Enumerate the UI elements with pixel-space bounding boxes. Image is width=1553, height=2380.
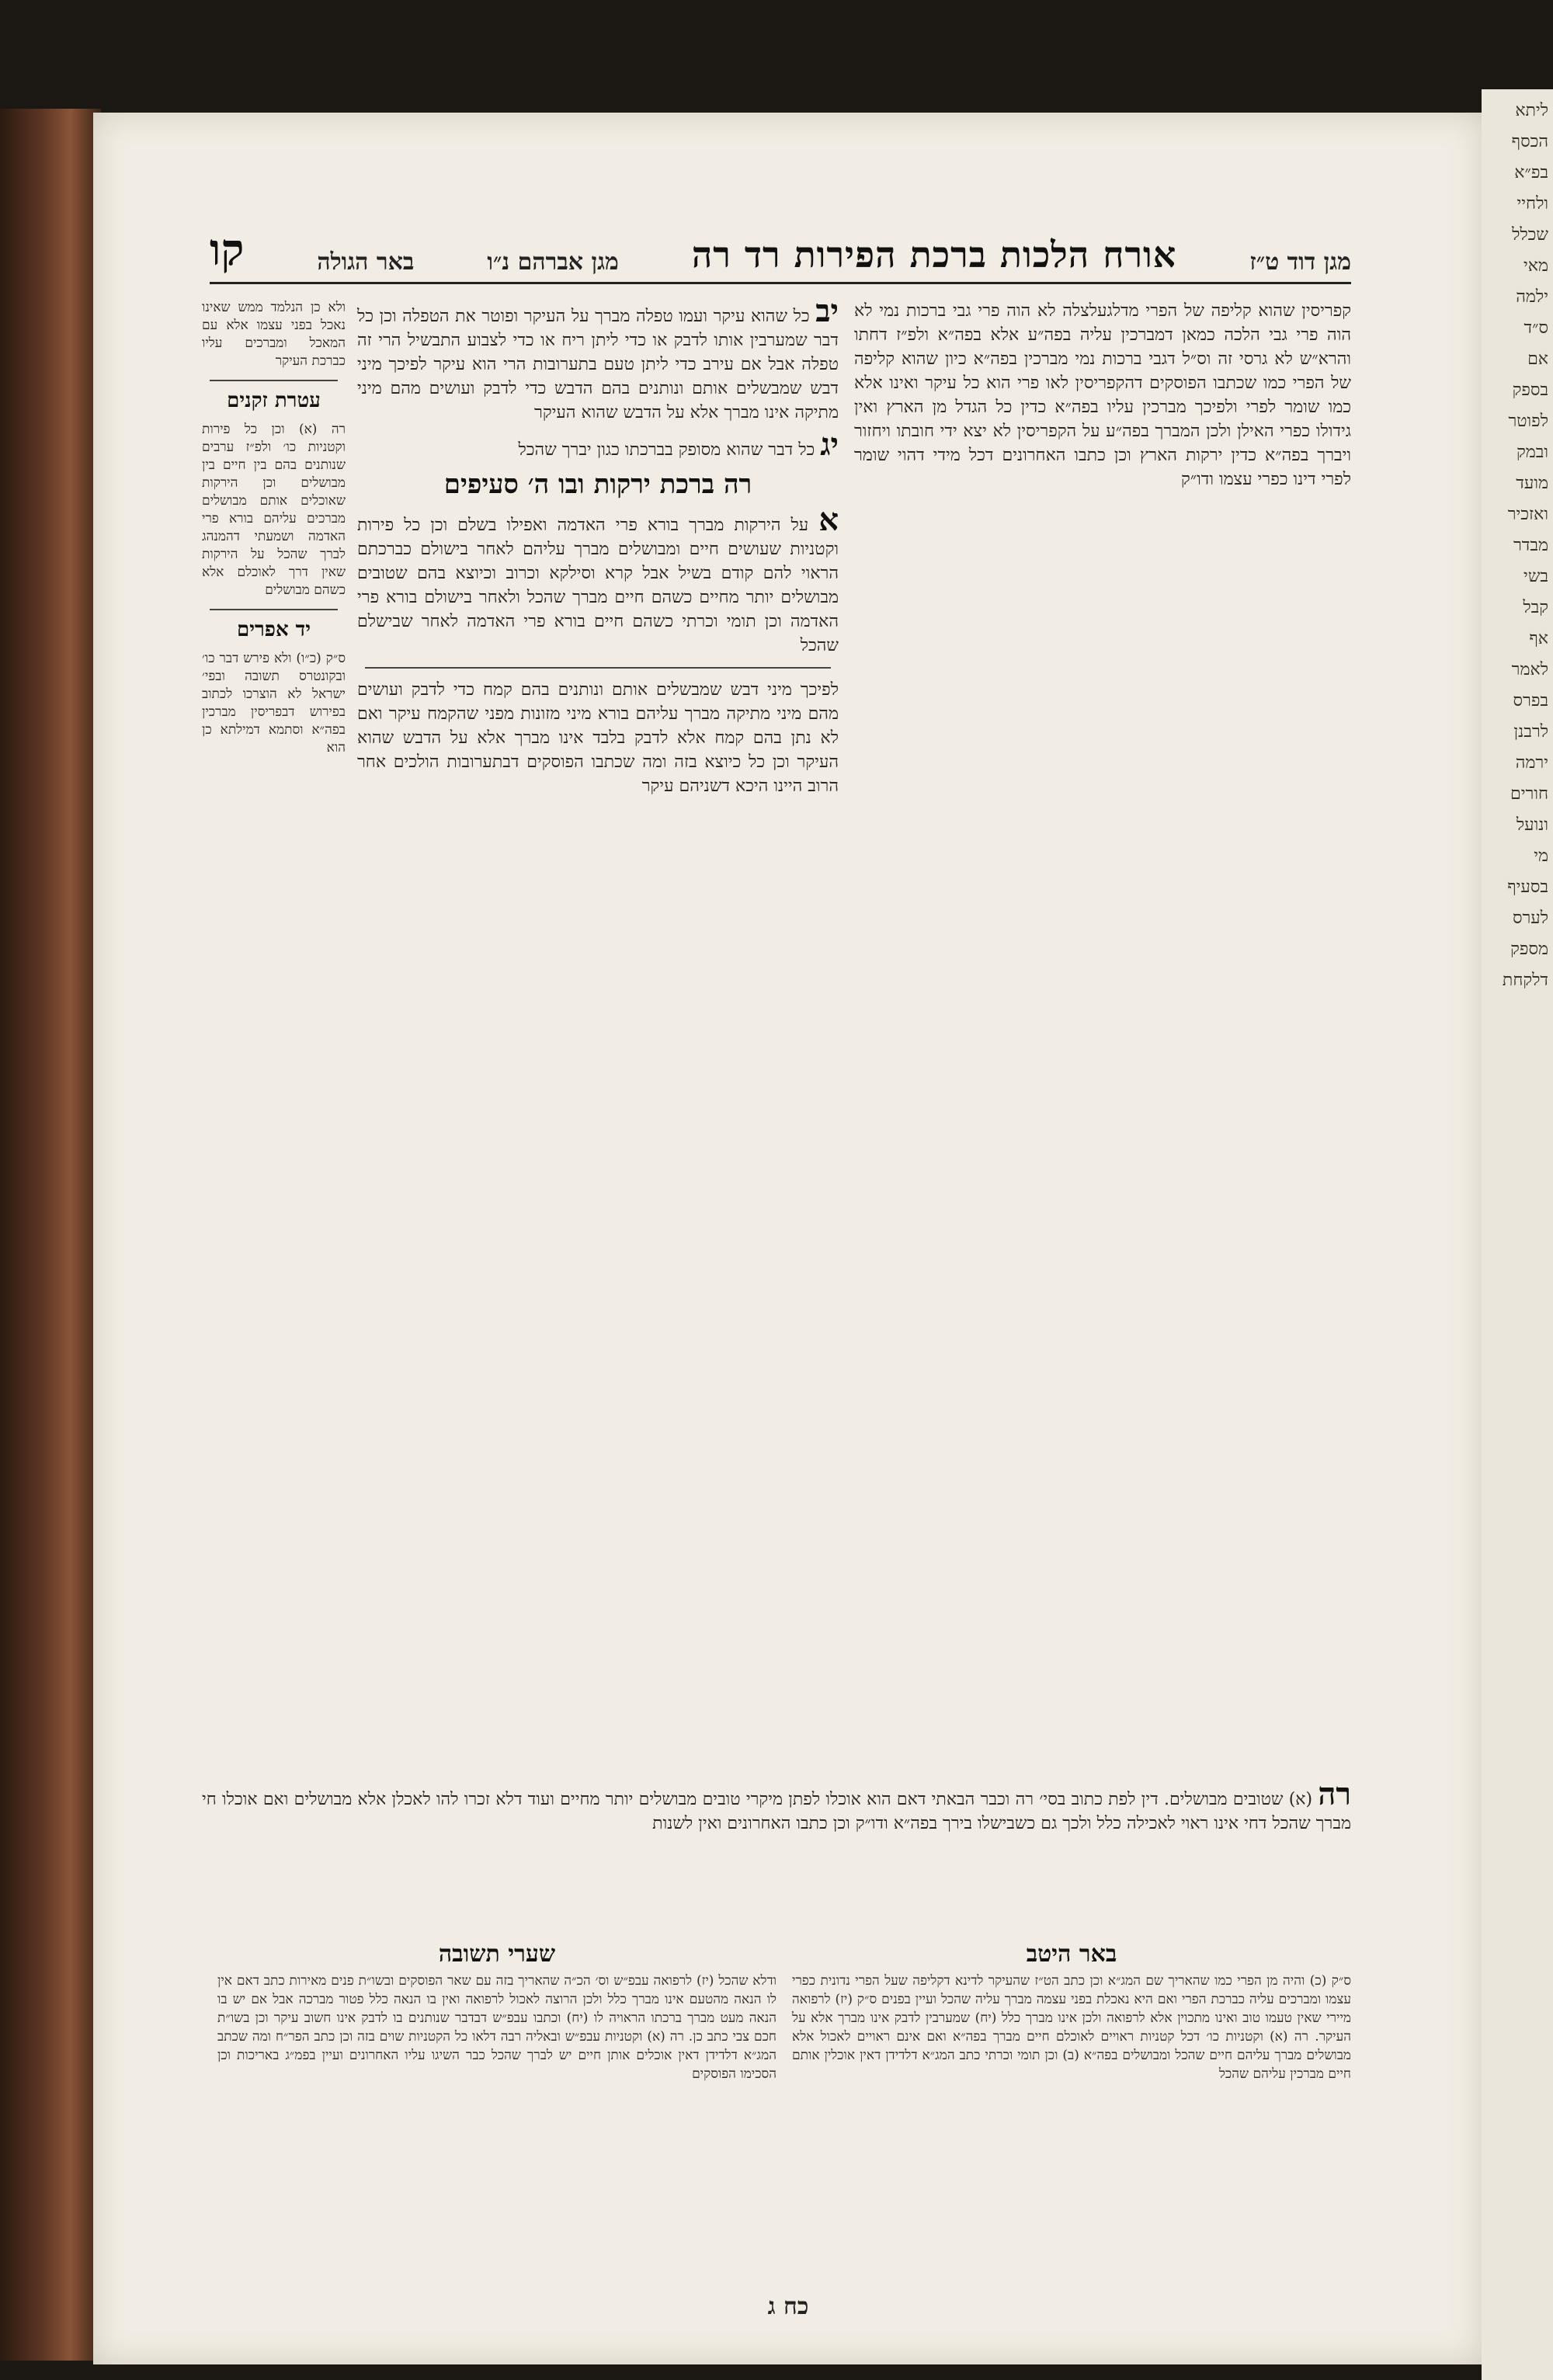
adjacent-page-fragment: בפ״א	[1514, 163, 1548, 182]
divider	[210, 609, 338, 610]
section-number-yb: יב	[815, 293, 839, 329]
header-magen-avraham: מגן אברהם נ״ו	[487, 248, 619, 276]
column-taz	[854, 299, 1351, 1782]
adjacent-page-fragment: מאי	[1523, 256, 1548, 276]
section-rh-text: על הירקות מברך בורא פרי האדמה ואפילו בשלם וכן כל פירות וקטניות שעושים חיים ומבושלים מברך עליהם לאחר בישולם כברכתם הראוי להם קודם בשיל אבל קרא וסילקא וכרוב וכיוצא בהם שטובים מבושלים יותר מחיים כשהם חיים מברך שהכל ולאחר בישולם בורא פרי האדמה וכן תומי וכרתי כשהם חיים בורא פרי האדמה לאחר שבישלם שהכל	[357, 516, 839, 655]
adjacent-page-fragment: ונועל	[1516, 815, 1548, 835]
adjacent-page-fragment: ובמק	[1516, 443, 1548, 462]
adjacent-page-edge	[1482, 89, 1553, 2380]
beer-heitev-text: ס״ק (כ) והיה מן הפרי כמו שהאריך שם המג״א וכן כתב הט״ז שהעיקר לדינא דקליפה שעל הפרי נדונית כפרי עצמו ומברכים עליה כברכת הפרי ואם היא נאכלת בפני עצמה מברך עליה שהכל ועיין בפנים ס״ק (יז) לרפואה מיירי שאין טעמו טוב ואינו מתכוין אלא לרפואה ולכן אינו מברך כלל (יח) שמערבין לדבק אינו מברך אלא על העיקר. רה (א) וקטניות כו׳ דכל קטניות ראויים לאוכלם חיים מברך בפה״א ואם אינם ראויים לאכול אלא מבושלים מברך עליהם חיים שהכל ומבושלים בפה״א (ב) וכן תומי וכרתי כתב המג״א דלדידן דאין אוכלין אותם חיים מברכין עליהם שהכל	[792, 1973, 1351, 2082]
adjacent-page-fragment: מי	[1534, 846, 1548, 866]
adjacent-page-fragment: ס״ד	[1523, 318, 1548, 338]
section-title-yad-efraim: יד אפרים	[236, 618, 311, 641]
adjacent-page-fragment: חורים	[1510, 784, 1548, 804]
adjacent-page-fragment: קבל	[1523, 598, 1548, 617]
adjacent-page-fragment: לערס	[1512, 909, 1548, 928]
section-number-alef: א	[818, 502, 839, 538]
adjacent-page-fragment: דלקחת	[1502, 971, 1548, 990]
magen-avraham-lower-text: לפיכך מיני דבש שמבשלים אותם ונותנים בהם קמח כדי לדבק ועושים מהם מיני מתיקה מברך עליהם בורא מיני מזונות מפני שהקמח עיקר ואם לא נתן בהם קמח אלא לדבק בלבד אינו מברך אלא על הדבש שהוא העיקר וכן כל כיוצא בזה ומה שכתבו הפוסקים דבתערובות הולכים אחר הרוב היינו היכא דשניהם עיקר	[357, 680, 839, 796]
column-beer-hagolah	[202, 299, 346, 1782]
section-yb-text: כל שהוא עיקר ועמו טפלה מברך על העיקר ופוטר את הטפלה וכן כל דבר שמערבין אותו לדבק או כדי ליתן ריח או כדי לצבוע התבשיל הרי זה טפלה אבל אם עירב כדי ליתן טעם בתערובות הרי הוא עיקר לפיכך מיני דבש שמבשלים אותם ונותנים בהם הדבש כדי לדבק ועושים מהם מיני מתיקה אינו מברך אלא על הדבש שהוא העיקר	[357, 307, 839, 422]
adjacent-page-fragment: שכלל	[1512, 225, 1548, 245]
taz-bottom-block	[202, 1776, 1351, 1836]
column-shulchan-aruch	[357, 293, 839, 1782]
taz-text: קפריסין שהוא קליפה של הפרי מדלגעלצלה לא הוה פרי גבי ברכות נמי לא הוה פרי גבי הלכה כמאן דמברכין עליה בפה״ע אלא בפה״א ולפ״ז דחתו והרא״ש לא גרסי זה וס״ל דגבי ברכות נמי מברכין בפה״א כיון שהוא קליפה של הפרי כמו שכתבו הפוסקים דהקפריסין לאו פרי הוא כל עיקר ואינו אלא כמו שומר לפרי ולפיכך מברכין עליו בפה״א כדין כל הגדל מן הארץ ואין גידולו כפרי האילן ולכן המברך בפה״ע על הקפריסין לא יצא ידי חובתו ויחזור ויברך בפה״א כדין ירקות הארץ וכן כתבו האחרונים דכל מידי דהוי שומר לפרי דינו כפרי עצמו ודו״ק	[854, 301, 1351, 489]
folio-number: קו	[210, 224, 245, 276]
adjacent-page-fragment: בפרס	[1513, 691, 1548, 711]
book-page	[93, 113, 1483, 2364]
adjacent-page-fragment: בשי	[1523, 567, 1548, 586]
adjacent-page-fragment: אם	[1527, 349, 1548, 369]
page-title: אורח הלכות ברכת הפירות רד רה	[691, 234, 1177, 276]
header-beer-hagolah: באר הגולה	[317, 248, 415, 276]
adjacent-page-fragment: לפוטר	[1508, 412, 1548, 431]
adjacent-page-fragment: ירמה	[1515, 753, 1548, 773]
beer-hagolah-text: ולא כן הנלמד ממש שאינו נאכל בפני עצמו אלא עם המאכל ומברכים עליו כברכת העיקר	[202, 300, 346, 369]
section-number-yg: יג	[820, 426, 839, 463]
section-heading-rh: רה ברכת ירקות ובו ה׳ סעיפים	[443, 469, 752, 500]
running-header	[210, 224, 1351, 284]
adjacent-page-fragment: ולחיי	[1517, 194, 1548, 214]
adjacent-page-fragment: הכסף	[1511, 132, 1548, 151]
adjacent-page-fragment: אף	[1529, 629, 1548, 648]
commentary-title-beer-heitev: באר היטב	[1026, 1940, 1117, 1968]
adjacent-page-fragment: ילמה	[1516, 287, 1548, 307]
adjacent-page-fragment: בסעיף	[1507, 877, 1548, 897]
yad-efraim-text: ס״ק (כ״ו) ולא פירש דבר כו׳ ובקונטרס תשובה ובפי׳ ישראל לא הוצרכו לכתוב בפירוש דבפריסין מברכין בפה״א וסתמא דמילתא כן הוא	[202, 651, 346, 756]
book-binding	[0, 109, 101, 2361]
header-magen-david: מגן דוד ט״ז	[1249, 248, 1351, 276]
commentary-beer-heitev	[792, 1940, 1351, 2083]
adjacent-page-fragment: בספק	[1512, 380, 1548, 400]
section-title-ateret-zekenim: עטרת זקנים	[227, 389, 321, 412]
taz-bottom-text: (א) שטובים מבושלים. דין לפת כתוב בסי׳ רה וכבר הבאתי דאם הוא אוכלו לפתן מיקרי טובים מבושלים יותר מחיים ועוד דלא זכרו להו לאכלן אלא מבושלים ואם אוכלו חי מברך שהכל דחי אינו ראוי לאכילה כלל ולכך גם כשבישלו בירך בפה״א ודו״ק וכן כתבו האחרונים ואין לשנות	[202, 1790, 1351, 1833]
signature-mark: כח ג	[767, 2293, 809, 2320]
commentary-shaarei-teshuvah	[217, 1940, 776, 2083]
adjacent-page-fragment: ואזכיר	[1507, 505, 1548, 524]
adjacent-page-fragment: ליתא	[1515, 101, 1548, 120]
divider	[210, 380, 338, 381]
adjacent-page-fragment: מועד	[1516, 474, 1548, 493]
shaarei-teshuvah-text: ודלא שהכל (יז) לרפואה עבפ״ש וס׳ הכ״ה שהאריך בזה עם שאר הפוסקים ובשו״ת פנים מאירות כתב דאם אין לו הנאה מהטעם אינו מברך כלל ולכן הרוצה לאכול לרפואה ואין בו הנאה כלל פטור מברכה אבל אם יש בו הנאה מעט מברך ברכתו הראויה לו (יח) וכתבו עבפ״ש דבדבר שנותנים בו לדבק אינו חשוב עיקר וכן בשו״ת חכם צבי כתב כן. רה (א) וקטניות עבפ״ש ובאליה רבה דלאו כל הקטניות שוים בזה וכן כתב הפר״ח ומה שכתב המג״א דלדידן דאין אוכלים אותן חיים יש לברך שהכל כבר השיגו עליו האחרונים ועיין בפמ״ג באריכות וכן הסכימו הפוסקים	[217, 1973, 776, 2082]
adjacent-page-fragment: מבדר	[1513, 536, 1548, 555]
adjacent-page-fragment: לרבנן	[1513, 722, 1548, 742]
divider	[365, 667, 831, 669]
section-yg-text: כל דבר שהוא מסופק בברכתו כגון יברך שהכל	[518, 440, 815, 460]
adjacent-page-fragment: לאמר	[1511, 660, 1548, 679]
adjacent-page-fragment: מספק	[1510, 940, 1548, 959]
ateret-zekenim-text: רה (א) וכן כל פירות וקטניות כו׳ ולפ״ז ערבים שנותנים בהם בין חיים בין מבושלים וכן הירקות שאוכלים אותם מבושלים מברכים עליהם בורא פרי האדמה ושמעתי דהמנהג לברך שהכל על הירקות שאין דרך לאוכלם אלא כשהם מבושלים	[202, 422, 346, 598]
commentary-title-shaarei-teshuvah: שערי תשובה	[438, 1940, 556, 1968]
section-label-rh: רה	[1318, 1776, 1351, 1812]
